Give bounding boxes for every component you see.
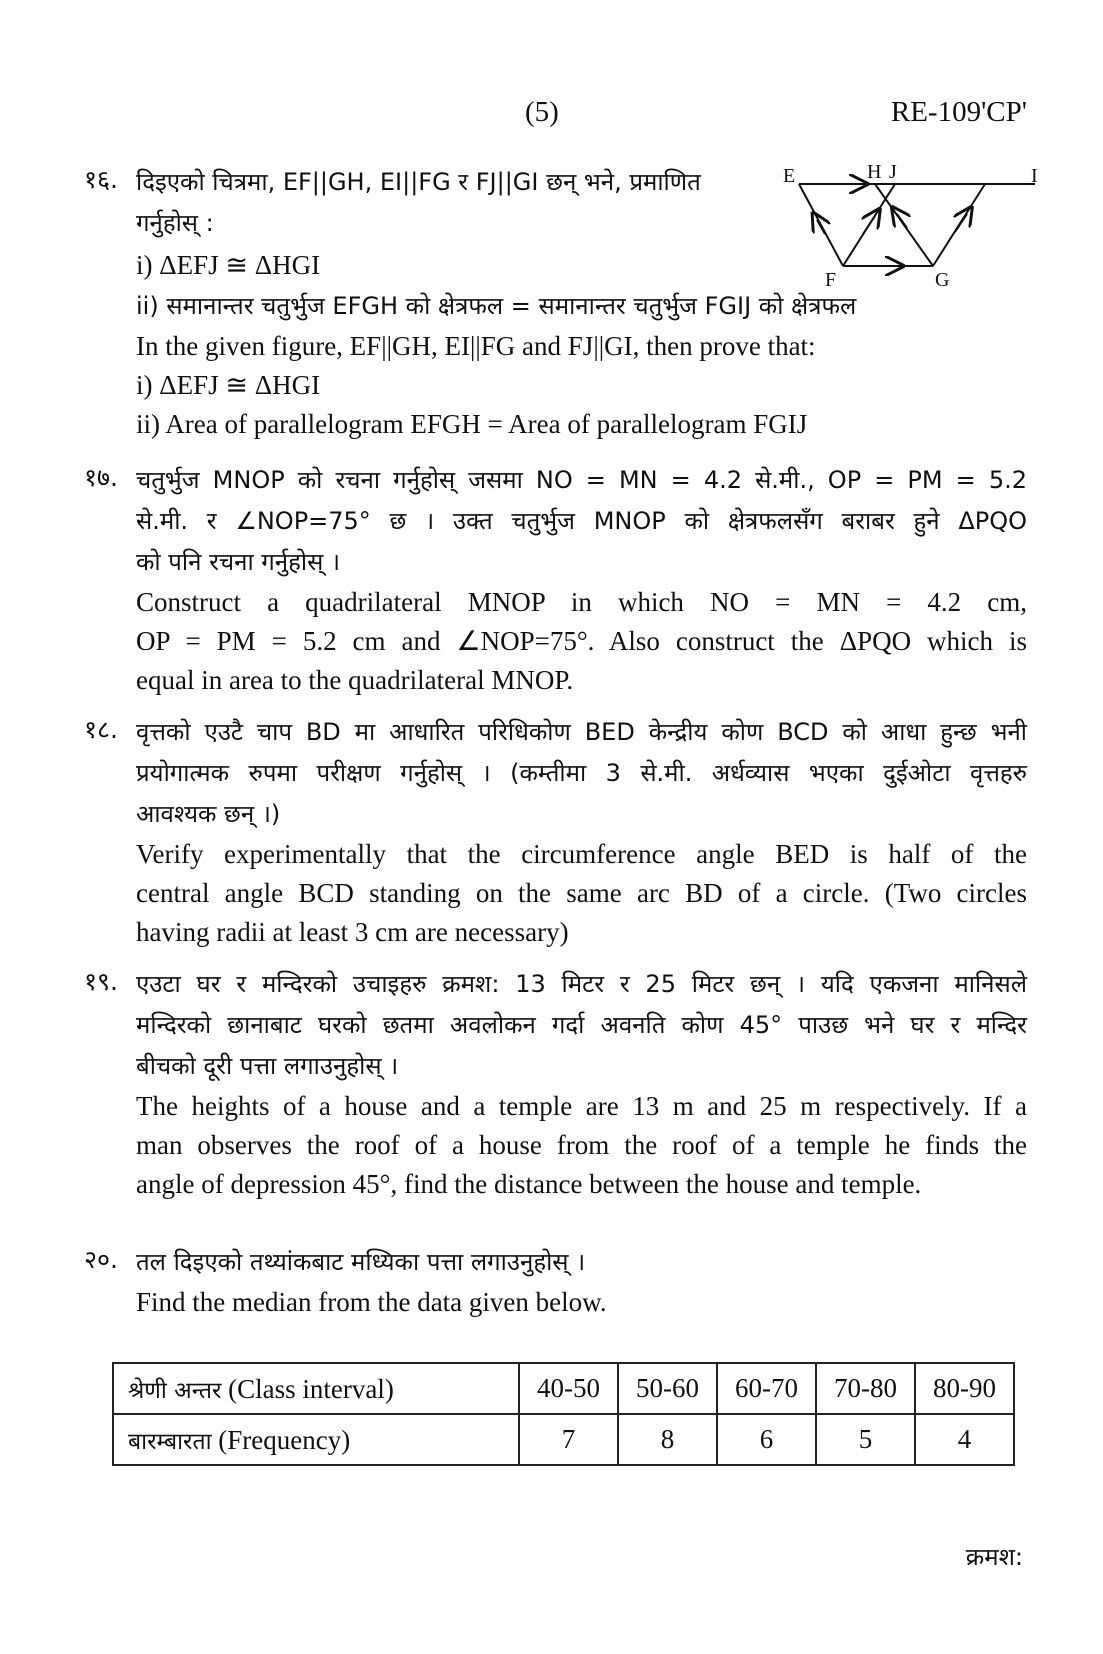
question-18 (84, 712, 1027, 952)
q16-np-part-ii: ii) समानान्तर चतुर्भुज EFGH को क्षेत्रफल = समानान्तर चतुर्भुज FGIJ को क्षेत्रफल (136, 292, 857, 320)
question-19 (84, 964, 1027, 1204)
q16-np-line1: दिइएको चित्रमा, EF||GH, EI||FG र FJ||GI छन् भने, प्रमाणित (136, 168, 701, 196)
q16-en-line1: In the given figure, EF||GH, EI||FG and FJ||GI, then prove that: (136, 331, 816, 361)
exam-code: RE-109'CP' (890, 96, 1027, 128)
table-row (113, 1363, 1014, 1414)
question-number: २०. (84, 1245, 118, 1274)
question-number: १६. (84, 165, 118, 194)
q18-np-line1: वृत्तको एउटै चाप BD मा आधारित परिधिकोण BED केन्द्रीय कोण BCD को आधा हुन्छ भनी (136, 718, 1027, 746)
question-number: १९. (84, 967, 118, 996)
frequency-table-wrapper (112, 1362, 1015, 1466)
question-number: १७. (84, 463, 118, 492)
label-f: F (825, 269, 837, 291)
continued-label: क्रमश: (965, 1543, 1023, 1571)
frequency-table (112, 1362, 1015, 1466)
table-cell: 50-60 (618, 1363, 717, 1414)
table-cell: 80-90 (915, 1363, 1014, 1414)
q19-np-line1: एउटा घर र मन्दिरको उचाइहरु क्रमश: 13 मिटर र 25 मिटर छन् । यदि एकजना मानिसले (136, 970, 1027, 998)
table-cell: 40-50 (519, 1363, 618, 1414)
q20-np-line1: तल दिइएको तथ्यांकबाट मध्यिका पत्ता लगाउनुहोस् । (136, 1248, 586, 1276)
q18-en-line1: Verify experimentally that the circumference angle BED is half of the (136, 839, 1027, 869)
question-20 (84, 1242, 1027, 1322)
q16-np-part-i: i) ΔEFJ ≅ ΔHGI (136, 250, 321, 280)
table-cell: 6 (717, 1414, 816, 1465)
class-interval-label: श्रेणी अन्तर (Class interval) (113, 1363, 519, 1414)
table-cell: 60-70 (717, 1363, 816, 1414)
table-row (113, 1414, 1014, 1465)
q18-en-line2: central angle BCD standing on the same arc BD of a circle. (Two circles (136, 878, 1027, 908)
label-j: J (889, 161, 897, 183)
parallelogram-figure (785, 162, 1047, 292)
q18-np-line3: आवश्यक छन् ।) (136, 800, 281, 828)
q17-en-line2: OP = PM = 5.2 cm and ∠NOP=75°. Also construct the ΔPQO which is (136, 626, 1027, 656)
question-17 (84, 460, 1027, 700)
q17-en-line1: Construct a quadrilateral MNOP in which NO = MN = 4.2 cm, (136, 587, 1027, 617)
q18-en-line3: having radii at least 3 cm are necessary) (136, 917, 569, 947)
q19-np-line2: मन्दिरको छानाबाट घरको छतमा अवलोकन गर्दा अवनति कोण 45° पाउछ भने घर र मन्दिर (136, 1011, 1027, 1039)
frequency-label: बारम्बारता (Frequency) (113, 1414, 519, 1465)
question-number: १८. (84, 715, 118, 744)
q17-en-line3: equal in area to the quadrilateral MNOP. (136, 665, 574, 695)
label-e: E (783, 165, 796, 187)
q17-np-line1: चतुर्भुज MNOP को रचना गर्नुहोस् जसमा NO = MN = 4.2 से.मी., OP = PM = 5.2 (136, 466, 1027, 494)
table-cell: 8 (618, 1414, 717, 1465)
q20-en-line1: Find the median from the data given below. (136, 1287, 607, 1317)
table-cell: 70-80 (816, 1363, 915, 1414)
q19-np-line3: बीचको दूरी पत्ता लगाउनुहोस् । (136, 1052, 399, 1080)
q19-en-line1: The heights of a house and a temple are 13 m and 25 m respectively. If a (136, 1091, 1027, 1121)
q18-np-line2: प्रयोगात्मक रुपमा परीक्षण गर्नुहोस् । (कम्तीमा 3 से.मी. अर्धव्यास भएका दुईओटा वृत्तहरु (136, 759, 1027, 787)
label-i: I (1031, 165, 1038, 187)
q17-np-line2: से.मी. र ∠NOP=75° छ । उक्त चतुर्भुज MNOP को क्षेत्रफलसँग बराबर हुने ΔPQO (136, 507, 1027, 535)
q16-np-line2: गर्नुहोस् : (136, 209, 214, 237)
table-cell: 7 (519, 1414, 618, 1465)
label-g: G (935, 269, 950, 291)
q19-en-line2: man observes the roof of a house from the roof of a temple he finds the (136, 1130, 1027, 1160)
q16-en-part-i: i) ΔEFJ ≅ ΔHGI (136, 370, 321, 400)
q17-np-line3: को पनि रचना गर्नुहोस् । (136, 548, 341, 576)
q19-en-line3: angle of depression 45°, find the distance between the house and temple. (136, 1169, 922, 1199)
q16-en-part-ii: ii) Area of parallelogram EFGH = Area of parallelogram FGIJ (136, 409, 808, 439)
table-cell: 4 (915, 1414, 1014, 1465)
label-h: H (867, 161, 882, 183)
table-cell: 5 (816, 1414, 915, 1465)
page-number: (5) (525, 96, 559, 128)
